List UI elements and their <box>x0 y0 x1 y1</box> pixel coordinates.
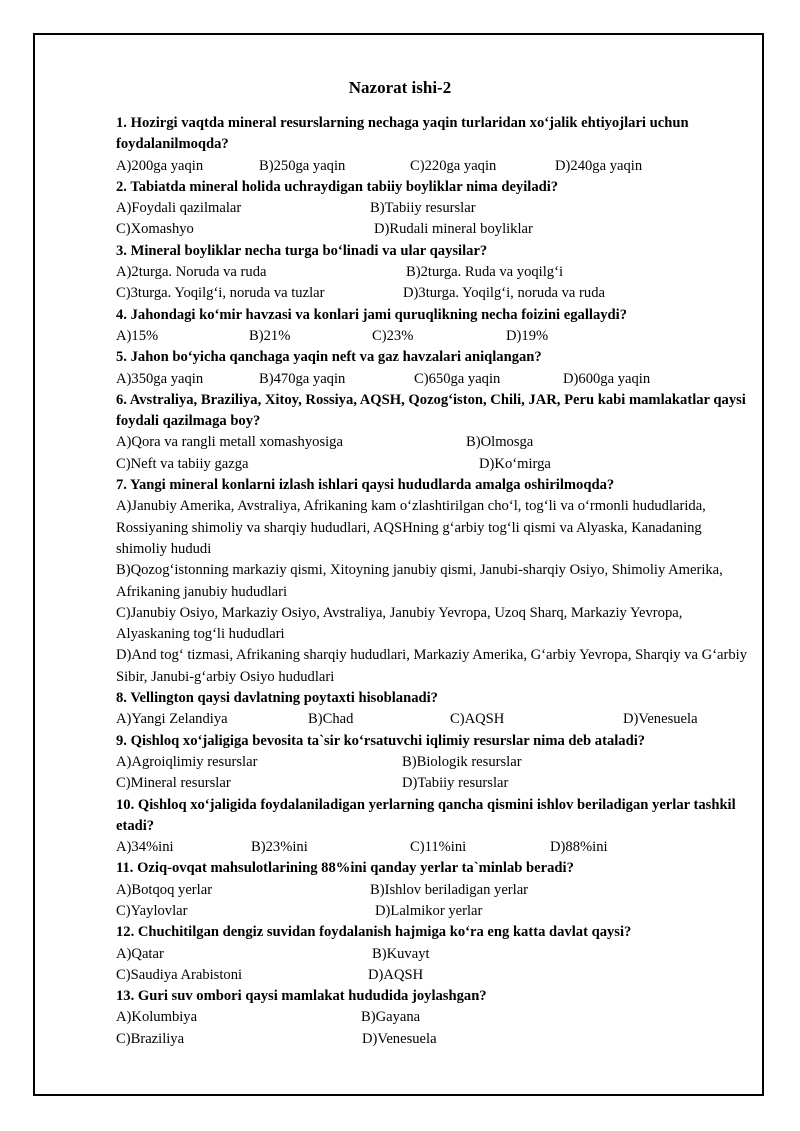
option-c: C)23% <box>372 327 414 344</box>
question-12: 12. Chuchitilgan dengiz suvidan foydalanish hajmiga ko‘ra eng katta davlat qaysi? <box>116 924 632 941</box>
options-row <box>116 944 752 965</box>
option-b: B)21% <box>249 327 291 344</box>
option-c: C)Braziliya <box>116 1030 185 1047</box>
option-c: C)AQSH <box>450 711 505 728</box>
option-b: B)Qozog‘istonning markaziy qismi, Xitoyning janubiy qismi, Janubi-sharqiy Osiyo, Shimoliy Amerika, Afrikaning janubiy hududlari <box>116 562 723 600</box>
option-d: D)Venesuela <box>623 711 698 728</box>
question-13: 13. Guri suv ombori qaysi mamlakat hududida joylashgan? <box>116 988 487 1005</box>
option-a: A)Kolumbiya <box>116 1009 198 1026</box>
options-row <box>116 198 752 219</box>
option-b: B)Gayana <box>361 1009 421 1026</box>
options-row <box>116 837 752 858</box>
option-c: C)Neft va tabiiy gazga <box>116 455 249 472</box>
options-row <box>116 901 752 922</box>
question-2: 2. Tabiatda mineral holida uchraydigan tabiiy boyliklar nima deyiladi? <box>116 178 559 195</box>
option-b: B)250ga yaqin <box>259 157 346 174</box>
options-row <box>116 773 752 794</box>
option-d: D)600ga yaqin <box>563 370 651 387</box>
option-d: D)240ga yaqin <box>555 157 643 174</box>
option-b: B)Ishlov beriladigan yerlar <box>370 881 529 898</box>
page-title: Nazorat ishi-2 <box>348 78 452 97</box>
option-d: D)19% <box>506 327 549 344</box>
options-row <box>116 326 752 347</box>
option-c: C)220ga yaqin <box>410 157 497 174</box>
option-c: C)Xomashyo <box>116 221 194 238</box>
option-c: C)11%ini <box>410 839 467 856</box>
question-9: 9. Qishloq xo‘jaligiga bevosita ta`sir ko‘rsatuvchi iqlimiy resurslar nima deb ataladi? <box>116 732 646 749</box>
option-b: B)Kuvayt <box>372 945 430 962</box>
option-b: B)2turga. Ruda va yoqilg‘i <box>406 264 563 281</box>
option-c: C)650ga yaqin <box>414 370 501 387</box>
option-d: D)88%ini <box>550 839 608 856</box>
option-a: A)Agroiqlimiy resurslar <box>116 753 258 770</box>
options-row <box>116 156 752 177</box>
question-6: 6. Avstraliya, Braziliya, Xitoy, Rossiya, AQSH, Qozog‘iston, Chili, JAR, Peru kabi mamlakatlar qaysi foydali qazilmaga boy? <box>116 391 746 430</box>
options-row <box>116 262 752 283</box>
options-row <box>116 219 752 240</box>
options-row <box>116 752 752 773</box>
option-d: D)And tog‘ tizmasi, Afrikaning sharqiy hududlari, Markaziy Amerika, G‘arbiy Yevropa, Sharqiy va G‘arbiy Sibir, Janubi-g‘arbiy Osiyo hududlari <box>116 647 748 685</box>
options-row <box>116 880 752 901</box>
option-a: A)Foydali qazilmalar <box>116 200 242 217</box>
options-row <box>116 709 752 730</box>
options-row <box>116 283 752 304</box>
option-c: C)Janubiy Osiyo, Markaziy Osiyo, Avstraliya, Janubiy Yevropa, Uzoq Sharq, Markaziy Yevropa, Alyaskaning tog‘li hududlari <box>116 604 683 643</box>
option-b: B)Biologik resurslar <box>402 753 522 770</box>
option-d: D)Rudali mineral boyliklar <box>374 221 533 238</box>
question-10: 10. Qishloq xo‘jaligida foydalaniladigan yerlarning qancha qismini ishlov beriladigan yerlar tashkil etadi? <box>116 796 736 834</box>
options-row <box>116 454 752 475</box>
option-a: A)Yangi Zelandiya <box>116 711 228 728</box>
option-d: D)AQSH <box>368 966 424 983</box>
question-5: 5. Jahon bo‘yicha qanchaga yaqin neft va gaz havzalari aniqlangan? <box>116 349 542 366</box>
option-a: A)2turga. Noruda va ruda <box>116 264 267 281</box>
option-d: D)Lalmikor yerlar <box>375 902 483 919</box>
question-list <box>116 113 752 1050</box>
option-a: A)Qora va rangli metall xomashyosiga <box>116 434 343 451</box>
option-c: C)Yaylovlar <box>116 902 188 919</box>
option-d: D)Tabiiy resurslar <box>402 775 509 792</box>
question-1: 1. Hozirgi vaqtda mineral resurslarning nechaga yaqin turlaridan xo‘jalik ehtiyojlari uchun foydalanilmoqda? <box>116 115 689 153</box>
question-3: 3. Mineral boyliklar necha turga bo‘linadi va ular qaysilar? <box>116 242 488 259</box>
options-row <box>116 369 752 390</box>
option-a: A)350ga yaqin <box>116 370 204 387</box>
question-8: 8. Vellington qaysi davlatning poytaxti hisoblanadi? <box>116 690 438 707</box>
question-4: 4. Jahondagi ko‘mir havzasi va konlari jami quruqlikning necha foizini egallaydi? <box>116 306 628 323</box>
option-a: A)Botqoq yerlar <box>116 881 213 898</box>
options-row <box>116 1007 752 1028</box>
option-b: B)23%ini <box>251 839 308 856</box>
options-row <box>116 965 752 986</box>
option-b: B)470ga yaqin <box>259 370 346 387</box>
option-c: C)Saudiya Arabistoni <box>116 966 243 983</box>
option-b: B)Olmosga <box>466 434 534 451</box>
option-a: A)15% <box>116 327 159 344</box>
option-a: A)Janubiy Amerika, Avstraliya, Afrikaning kam o‘zlashtirilgan cho‘l, tog‘li va o‘rmonli hududlarida, Rossiyaning shimoliy va sharqiy hududlari, AQSHning g‘arbiy tog‘li qismi va Alyaska, Kanadaning shimoliy hududi <box>116 498 706 557</box>
option-d: D)Venesuela <box>362 1030 437 1047</box>
options-row <box>116 1029 752 1050</box>
option-c: C)Mineral resurslar <box>116 775 231 792</box>
option-a: A)34%ini <box>116 839 174 856</box>
option-d: D)3turga. Yoqilg‘i, noruda va ruda <box>403 285 605 302</box>
options-row <box>116 432 752 453</box>
option-a: A)Qatar <box>116 945 164 962</box>
option-c: C)3turga. Yoqilg‘i, noruda va tuzlar <box>116 285 325 302</box>
option-d: D)Ko‘mirga <box>479 455 551 472</box>
question-7: 7. Yangi mineral konlarni izlash ishlari qaysi hududlarda amalga oshirilmoqda? <box>116 477 615 494</box>
option-b: B)Chad <box>308 711 354 728</box>
option-a: A)200ga yaqin <box>116 157 204 174</box>
question-11: 11. Oziq-ovqat mahsulotlarining 88%ini qanday yerlar ta`minlab beradi? <box>116 860 574 877</box>
option-b: B)Tabiiy resurslar <box>370 200 476 217</box>
